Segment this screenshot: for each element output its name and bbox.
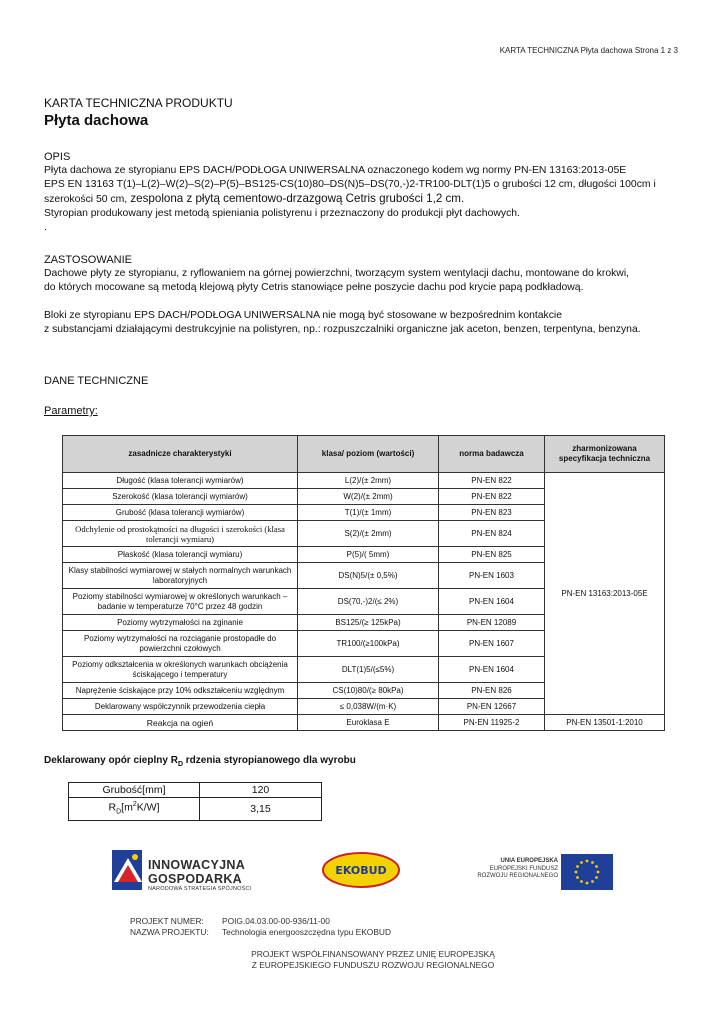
cell-class: P(5)/( 5mm) [298, 547, 439, 563]
cell-standard: PN-EN 12667 [439, 699, 545, 715]
cell-class: DS(70,-)2/(≤ 2%) [298, 589, 439, 615]
cell-characteristic: Reakcja na ogień [63, 715, 298, 731]
cell-characteristic: Poziomy wytrzymałości na rozciąganie prostopadłe do powierzchni czołowych [63, 631, 298, 657]
product-card-label: KARTA TECHNICZNA PRODUKTU [44, 96, 233, 110]
cell-characteristic: Szerokość (klasa tolerancji wymiarów) [63, 489, 298, 505]
cell-standard: PN-EN 825 [439, 547, 545, 563]
rd-unit: K/W] [136, 801, 160, 814]
cell-characteristic: Poziomy wytrzymałości na zginanie [63, 615, 298, 631]
rd-resistance-value: 3,15 [200, 798, 322, 821]
project-name-line [130, 927, 391, 937]
zastosowanie-heading: ZASTOSOWANIE [44, 254, 133, 266]
opis-line-3b: zespolona z płytą cementowo-drzazgową Cetris grubości 1,2 cm. [127, 192, 465, 205]
header-harmonized-spec: zharmonizowana specyfikacja techniczna [545, 436, 665, 473]
dane-heading: DANE TECHNICZNE [44, 375, 149, 387]
funding-footer [108, 840, 628, 980]
cell-class: Euroklasa E [298, 715, 439, 731]
cell-harmonized-spec: PN-EN 13163:2013-05E [545, 473, 665, 715]
cell-characteristic: Klasy stabilności wymiarowej w stałych normalnych warunkach laboratoryjnych [63, 563, 298, 589]
parametry-heading: Parametry: [44, 405, 98, 417]
header-characteristics: zasadnicze charakterystyki [63, 436, 298, 473]
cell-standard: PN-EN 1604 [439, 589, 545, 615]
cell-standard: PN-EN 824 [439, 521, 545, 547]
opis-line-1: Płyta dachowa ze styropianu EPS DACH/PODŁOGA UNIWERSALNA oznaczonego kodem wg normy PN-EN 13163:2013-05E [44, 165, 627, 176]
header-class-level: klasa/ poziom (wartości) [298, 436, 439, 473]
cell-characteristic: Poziomy odkształcenia w określonych warunkach obciążenia ściskającego i temperatury [63, 657, 298, 683]
thermal-resistance-title [44, 755, 356, 768]
opis-section [44, 151, 694, 235]
table-row [63, 473, 665, 489]
cofin-line1: PROJEKT WSPÓŁFINANSOWANY PRZEZ UNIĘ EUROPEJSKĄ [251, 949, 495, 959]
rd-r-sub: D [116, 808, 122, 816]
cell-class: BS125/(≥ 125kPa) [298, 615, 439, 631]
opis-line-2: EPS EN 13163 T(1)–L(2)–W(2)–S(2)–P(5)–BS125-CS(10)80–DS(N)5–DS(70,-)2-TR100-DLT(1)5 o grubości 12 cm, długości 100cm i [44, 179, 656, 190]
rd-title-post: rdzenia styropianowego dla wyrobu [183, 755, 356, 766]
cell-class: CS(10)80/(≥ 80kPa) [298, 683, 439, 699]
rd-thickness-value: 120 [200, 783, 322, 798]
cell-characteristic: Grubość (klasa tolerancji wymiarów) [63, 505, 298, 521]
eu-line2: EUROPEJSKI FUNDUSZ [489, 865, 558, 872]
opis-line-4: Styropian produkowany jest metodą spieniania polistyrenu i przeznaczony do produkcji płyt dachowych. [44, 208, 520, 219]
cell-class: DLT(1)5/(≤5%) [298, 657, 439, 683]
product-name: Płyta dachowa [44, 112, 149, 129]
cell-standard: PN-EN 823 [439, 505, 545, 521]
opis-line-5: . [44, 222, 47, 233]
cell-characteristic: Długość (klasa tolerancji wymiarów) [63, 473, 298, 489]
cell-characteristic: Poziomy stabilności wymiarowej w określonych warunkach – badanie w temperaturze 70°C przez 48 godzin [63, 589, 298, 615]
eu-caption [466, 858, 558, 881]
cell-class: TR100/(≥100kPa) [298, 631, 439, 657]
zastosowanie-p2-line1: Bloki ze styropianu EPS DACH/PODŁOGA UNIWERSALNA nie mogą być stosowane w bezpośrednim kontakcie [44, 310, 563, 321]
cell-class: L(2)/(± 2mm) [298, 473, 439, 489]
rd-r: R [108, 801, 117, 814]
rd-title-pre: Deklarowany opór cieplny R [44, 755, 178, 766]
zastosowanie-section [44, 254, 694, 337]
cell-standard: PN-EN 1607 [439, 631, 545, 657]
cell-characteristic: Naprężenie ściskające przy 10% odkształceniu względnym [63, 683, 298, 699]
document-body [44, 96, 684, 129]
thermal-resistance-table [68, 782, 322, 821]
cell-standard: PN-EN 12089 [439, 615, 545, 631]
header-test-standard: norma badawcza [439, 436, 545, 473]
cell-class: T(1)/(± 1mm) [298, 505, 439, 521]
cell-standard: PN-EN 1603 [439, 563, 545, 589]
cell-characteristic: Deklarowany współczynnik przewodzenia ciepła [63, 699, 298, 715]
cell-standard: PN-EN 822 [439, 473, 545, 489]
opis-line-3a: szerokości 50 cm, [44, 194, 128, 205]
ig-title-line2: GOSPODARKA [148, 872, 242, 886]
eu-line3: ROZWOJU REGIONALNEGO [477, 873, 558, 879]
cell-standard: PN-EN 826 [439, 683, 545, 699]
cofin-line2: Z EUROPEJSKIEGO FUNDUSZU ROZWOJU REGIONALNEGO [251, 960, 495, 970]
project-number-key: PROJEKT NUMER: [130, 916, 204, 926]
project-number-value: POIG.04.03.00-00-936/11-00 [222, 916, 330, 926]
eu-flag-icon [561, 854, 613, 890]
ekobud-logo-text: EKOBUD [335, 864, 387, 877]
rd-thickness-label: Grubość[mm] [69, 783, 200, 798]
cell-standard: PN-EN 11925-2 [439, 715, 545, 731]
cell-standard: PN-EN 822 [439, 489, 545, 505]
cell-class: DS(N)5/(± 0,5%) [298, 563, 439, 589]
cell-class: S(2)/(± 2mm) [298, 521, 439, 547]
cell-characteristic: Płaskość (klasa tolerancji wymiaru) [63, 547, 298, 563]
spec-table [62, 435, 665, 731]
table-row [69, 783, 322, 798]
project-number-line [130, 916, 330, 926]
table-row [63, 715, 665, 731]
opis-line-3 [44, 192, 694, 207]
rd-title-sub: D [177, 761, 183, 768]
ig-subtitle: NARODOWA STRATEGIA SPÓJNOŚCI [148, 886, 252, 892]
cell-class: W(2)/(± 2mm) [298, 489, 439, 505]
rd-m-sup: 2 [132, 801, 137, 808]
project-name-key: NAZWA PROJEKTU: [130, 927, 209, 937]
eu-line1: UNIA EUROPEJSKA [500, 858, 558, 864]
cell-harmonized-spec: PN-EN 13501-1:2010 [545, 715, 665, 731]
opis-heading: OPIS [44, 151, 71, 163]
cell-class: ≤ 0,038W/(m·K) [298, 699, 439, 715]
spec-table-header-row [63, 436, 665, 473]
table-row [69, 798, 322, 821]
rd-resistance-label [69, 798, 200, 821]
project-name-value: Technologia energooszczędna typu EKOBUD [222, 927, 391, 937]
cofinancing-note [208, 949, 538, 971]
zastosowanie-p1-line1: Dachowe płyty ze styropianu, z ryflowaniem na górnej powierzchni, tworzącym system wentylacji dachu, montowane do krokwi, [44, 268, 630, 279]
cell-characteristic: Odchylenie od prostokątności na długości i szerokości (klasa tolerancji wymiaru) [63, 521, 298, 547]
zastosowanie-p2-line2: z substancjami działającymi destrukcyjnie na polistyren, np.: rozpuszczalniki organiczne jak aceton, benzen, terpentyna, benzyna. [44, 324, 641, 335]
cell-standard: PN-EN 1604 [439, 657, 545, 683]
ig-title-line1: INNOWACYJNA [148, 858, 246, 872]
zastosowanie-p1-line2: do których mocowane są metodą klejową płyty Cetris stanowiące pełne poszycie dachu pod krycie papą podkładową. [44, 282, 584, 293]
page-header-caption: KARTA TECHNICZNA Płyta dachowa Strona 1 z 3 [499, 46, 678, 55]
rd-m: [m [121, 801, 133, 814]
